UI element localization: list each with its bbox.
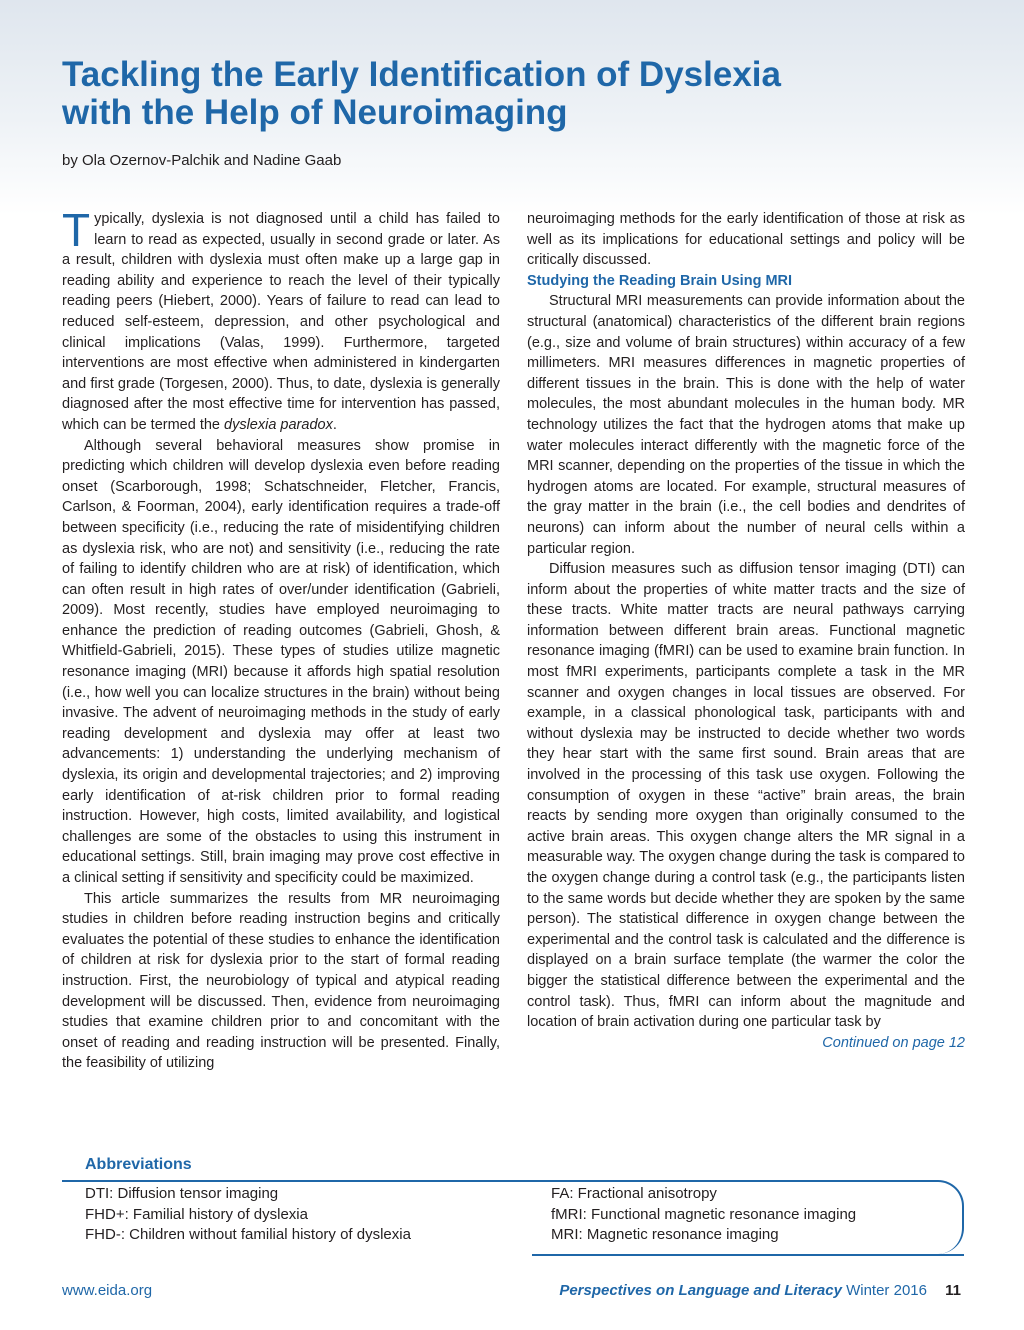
abbreviation-item: MRI: Magnetic resonance imaging — [551, 1226, 779, 1243]
page-number: 11 — [945, 1282, 961, 1299]
paragraph-structural-mri: Structural MRI measurements can provide information about the structural (anatomical) characteristics of the different brain regions (e.g., size and volume of brain structures) within accuracy of a few millimeters. MRI measures differences in magnetic properties of different tissues in the brain. This is done with the help of water molecules, the most abundant molecules in the human body. MR technology utilizes the fact that the hydrogen atoms that make up water molecules interact differently with the magnetic force of the MRI scanner, depending on the properties of the tissue in which the hydrogen atoms are located. For example, structural measures of the gray matter in the brain (i.e., the cell bodies and dendrites of neurons) can inform about the number of neural cells within a particular region. — [527, 293, 965, 557]
abbreviations-left-list — [85, 1184, 411, 1246]
right-column — [527, 209, 965, 1053]
abbreviation-item: fMRI: Functional magnetic resonance imaging — [551, 1205, 857, 1223]
title-line-1: Tackling the Early Identification of Dyslexia — [62, 55, 781, 94]
left-column — [62, 204, 500, 1074]
intro-paragraph — [62, 204, 500, 436]
abbreviation-item: FA: Fractional anisotropy — [551, 1185, 717, 1202]
section-heading: Studying the Reading Brain Using MRI — [527, 272, 793, 289]
drop-cap: T — [62, 204, 91, 256]
abbreviations-title: Abbreviations — [85, 1156, 192, 1173]
paragraph-article-summary: This article summarizes the results from MR neuroimaging studies in children before reading instruction begins and critically evaluates the potential of these studies to enhance the identification of children at risk for dyslexia prior to the start of formal reading instruction. First, the neurobiology of typical and atypical reading development will be discussed. Then, evidence from neuroimaging studies that examine children prior to and concomitant with the onset of reading and reading instruction will be presented. Finally, the feasibility of utilizing — [62, 890, 500, 1072]
abbreviations-right-list — [551, 1184, 856, 1246]
byline: by Ola Ozernov-Palchik and Nadine Gaab — [62, 152, 342, 169]
abbreviation-item: DTI: Diffusion tensor imaging — [85, 1185, 279, 1202]
journal-name: Perspectives on Language and Literacy — [559, 1282, 842, 1299]
paragraph-continuation: neuroimaging methods for the early identification of those at risk as well as its implications for educational settings and policy will be critically discussed. — [527, 211, 965, 269]
paragraph-diffusion-fmri: Diffusion measures such as diffusion tensor imaging (DTI) can inform about the properties of white matter tracts and the size of these tracts. White matter tracts are neural pathways carrying information between different brain areas. Functional magnetic resonance imaging (fMRI) can be used to examine brain function. In most fMRI experiments, participants complete a task in the MR scanner and oxygen changes in local tissues are observed. For example, in a classical phonological task, participants with and without dyslexia may be instructed to decide whether two words they hear start with the same first sound. Brain areas that are involved in the processing of this task use oxygen. Following the consumption of oxygen in these “active” brain areas, the brain reacts by sending more oxygen than originally consumed to the active brain areas. This oxygen change alters the MR signal in a measurable way. The oxygen change during the task is compared to the oxygen change during a control task (e.g., the participants listen to the same words but decide whether they are spoken by the same person). The statistical difference in oxygen change between the experimental and the control task is calculated and the difference is displayed on a brain surface template (the warmer the color the bigger the statistical difference between the experimental and the control task). Thus, fMRI can inform about the magnitude and location of brain activation during one particular task by — [527, 561, 965, 1031]
footer-publication — [559, 1282, 961, 1299]
dyslexia-paradox-term: dyslexia paradox — [224, 416, 333, 433]
paragraph-behavioral-measures: Although several behavioral measures show promise in predicting which children will develop dyslexia even before reading onset (Scarborough, 1998; Schatschneider, Fletcher, Francis, Carlson, & Foorman, 2004), early identification requires a trade-off between specificity (i.e., reducing the rate of misidentifying children as dyslexia risk, who are not) and sensitivity (i.e., reducing the rate of failing to identify children who are at risk) of identification, which can often result in high rates of over/under identification (Gabrieli, 2009). Most recently, studies have employed neuroimaging to enhance the prediction of reading outcomes (Gabrieli, Ghosh, & Whitfield-Gabrieli, 2015). These types of studies utilize magnetic resonance imaging (MRI) because it affords high spatial resolution (i.e., how well you can localize structures in the brain) without being invasive. The advent of neuroimaging methods in the study of early reading development and dyslexia may offer at least two advancements: 1) understanding the underlying mechanism of dyslexia, its origin and developmental trajectories; and 2) improving early identification of at-risk children prior to formal reading instruction. However, high costs, limited availability, and logistical challenges are some of the obstacles to using this instrument in educational settings. Still, brain imaging may prove cost effective in a clinical setting if sensitivity and specificity could be maximized. — [62, 437, 500, 886]
abbreviation-item: FHD-: Children without familial history of dyslexia — [85, 1226, 411, 1243]
continued-link[interactable]: Continued on page 12 — [822, 1034, 965, 1051]
abbreviation-item: FHD+: Familial history of dyslexia — [85, 1205, 308, 1223]
issue-label: Winter 2016 — [846, 1282, 927, 1299]
intro-text: ypically, dyslexia is not diagnosed until a child has failed to learn to read as expected, usually in second grade or later. As a result, children with dyslexia must often make up a large gap in reading ability and experience to reach the level of their typically reading peers (Hiebert, 2000). Years of failure to read can lead to reduced self-esteem, depression, and other psychological and clinical implications (Valas, 1999). Furthermore, targeted interventions are most effective when administered in kindergarten and first grade (Torgesen, 2000). Thus, to date, dyslexia is generally diagnosed after the most effective time for intervention has passed, which can be termed the — [62, 211, 500, 433]
article-title — [62, 56, 962, 132]
footer-url-link[interactable]: www.eida.org — [62, 1282, 153, 1299]
intro-end: . — [332, 416, 337, 433]
title-line-2: with the Help of Neuroimaging — [62, 93, 568, 132]
